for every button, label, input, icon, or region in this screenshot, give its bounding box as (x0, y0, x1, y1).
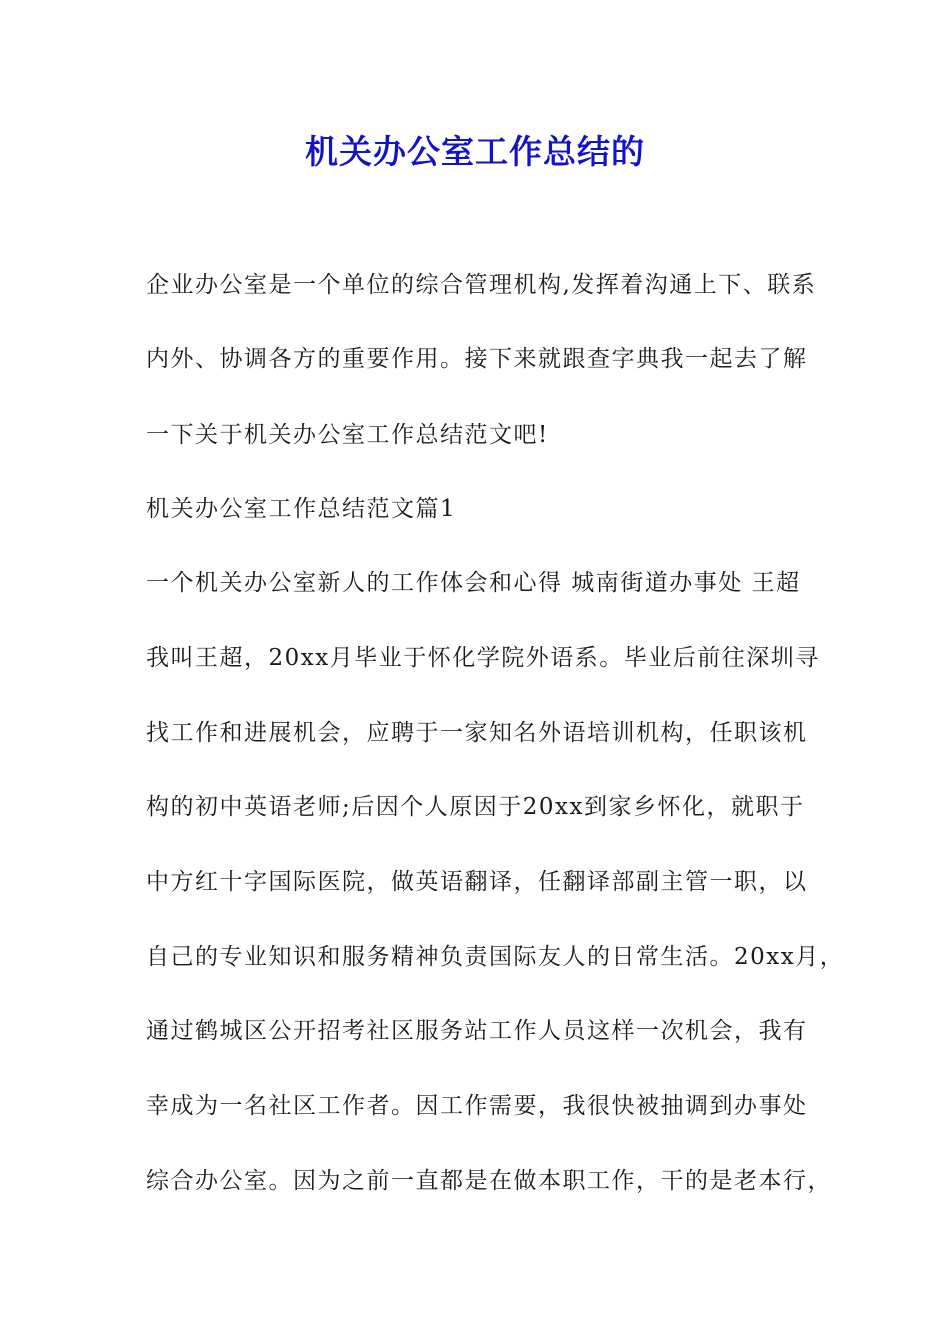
paragraph-line: 自己的专业知识和服务精神负责国际友人的日常生活。20xx月， (146, 944, 845, 970)
document-title: 机关办公室工作总结的 (305, 132, 645, 171)
paragraph-line: 通过鹤城区公开招考社区服务站工作人员这样一次机会，我有 (146, 1018, 808, 1044)
paragraph-line: 综合办公室。因为之前一直都是在做本职工作，干的是老本行， (146, 1168, 832, 1194)
paragraph-line: 找工作和进展机会，应聘于一家知名外语培训机构，任职该机 (146, 720, 808, 746)
paragraph-line: 构的初中英语老师;后因个人原因于20xx到家乡怀化，就职于 (146, 794, 805, 820)
paragraph-line: 中方红十字国际医院，做英语翻译，任翻译部副主管一职，以 (146, 869, 808, 895)
section-heading: 机关办公室工作总结范文篇1 (146, 496, 457, 522)
paragraph-line: 一个机关办公室新人的工作体会和心得 城南街道办事处 王超 (146, 570, 801, 596)
paragraph-line: 幸成为一名社区工作者。因工作需要，我很快被抽调到办事处 (146, 1093, 808, 1119)
paragraph-line: 内外、协调各方的重要作用。接下来就跟查字典我一起去了解 (146, 346, 808, 372)
paragraph-line: 一下关于机关办公室工作总结范文吧! (146, 422, 549, 448)
paragraph-line: 我叫王超，20xx月毕业于怀化学院外语系。毕业后前往深圳寻 (146, 645, 820, 671)
paragraph-line: 企业办公室是一个单位的综合管理机构,发挥着沟通上下、联系 (146, 272, 817, 298)
